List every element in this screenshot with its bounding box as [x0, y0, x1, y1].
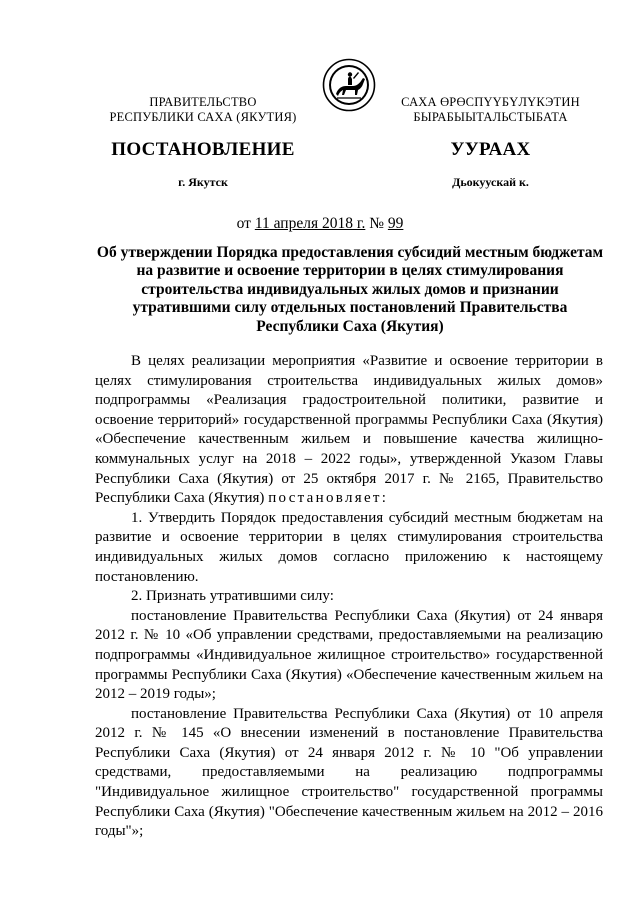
header-left-line1: ПРАВИТЕЛЬСТВО — [149, 95, 257, 109]
item-1: 1. Утвердить Порядок предоставления субсидий местным бюджетам на развитие и освоение территории в целях стимулирования строительства индивидуальных жилых домов согласно приложению к настоящему постановлению. — [95, 509, 603, 585]
number-sign: № — [365, 215, 388, 232]
decree-number: 99 — [387, 215, 404, 232]
header-right-line1: САХА ӨРӨСПҮҮБҮЛҮКЭТИН — [401, 95, 580, 109]
city-yakut: Дьокуускай к. — [452, 175, 529, 189]
item-2: 2. Признать утратившими силу: — [131, 588, 334, 605]
header-right-line2: БЫРАБЫЫТАЛЬСТЫБАТА — [413, 110, 568, 124]
revoked-decree-2: постановление Правительства Республики Саха (Якутия) от 10 апреля 2012 г. № 145 «О внесении изменений в постановление Правительства Республики Саха (Якутия) от 24 января 2012 г. № 10 "Об управлении средствами, предоставляемыми на реализацию подпрограммы "Индивидуальное жилищное строительство" государственной программы Республики Саха (Якутия) "Обеспечение качественным жильем на 2012 – 2016 годы"»; — [95, 705, 603, 840]
revoked-decree-1: постановление Правительства Республики Саха (Якутия) от 24 января 2012 г. № 10 «Об управлении средствами, предоставляемыми на реализацию подпрограммы «Индивидуальное жилищное строительство» государственной программы Республики Саха (Якутия) «Обеспечение качественным жильем на 2012 – 2019 годы»; — [95, 607, 603, 703]
coat-of-arms-icon — [322, 58, 376, 112]
header-left — [103, 95, 303, 125]
city-russian: г. Якутск — [178, 175, 228, 189]
decree-date-line — [0, 215, 640, 233]
title-yakut: УУРААХ — [450, 139, 531, 160]
intro-text: В целях реализации мероприятия «Развитие и освоение территории в целях стимулирования строительства индивидуальных жилых домов» подпрограммы «Реализация градостроительной политики, развитие и освоение территорий» государственной программы Республики Саха (Якутия) «Обеспечение качественным жильем и повышение качества жилищно-коммунальных услуг на 2018 – 2022 годы», утвержденной Указом Главы Республики Саха (Якутия) от 25 октября 2017 г. № 2165, Правительство Республики Саха (Якутия) — [95, 353, 603, 507]
header-left-line2: РЕСПУБЛИКИ САХА (ЯКУТИЯ) — [109, 110, 297, 124]
intro-paragraph — [95, 352, 603, 509]
date-prefix: от — [236, 215, 255, 232]
decree-date: 11 апреля 2018 г. — [254, 215, 366, 232]
document-title: Об утверждении Порядка предоставления субсидий местным бюджетам на развитие и освоение территории в целях стимулирования строительства индивидуальных жилых домов и признании утратившими силу отдельных постановлений Правительства Республики Саха (Якутия) — [96, 244, 604, 335]
header-right — [383, 95, 598, 125]
decree-word: постановляет: — [268, 490, 389, 507]
document-body — [95, 352, 603, 842]
title-russian: ПОСТАНОВЛЕНИЕ — [111, 139, 295, 160]
